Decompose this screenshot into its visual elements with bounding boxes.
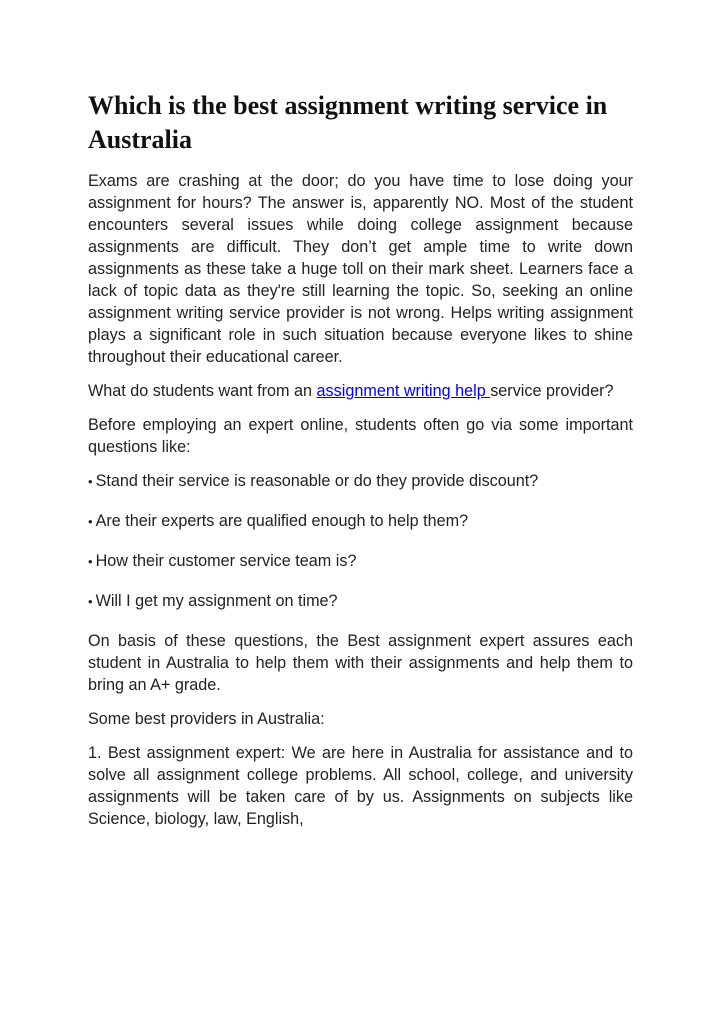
bullet-icon: • bbox=[88, 554, 93, 569]
bullet-icon: • bbox=[88, 514, 93, 529]
bullet-icon: • bbox=[88, 474, 93, 489]
bullet-text: Are their experts are qualified enough to help them? bbox=[95, 512, 469, 530]
bullet-item bbox=[88, 510, 633, 533]
page-title: Which is the best assignment writing service in Australia bbox=[88, 91, 608, 154]
bullet-icon: • bbox=[88, 594, 93, 609]
before-employing-paragraph: Before employing an expert online, students often go via some important questions like: bbox=[88, 416, 633, 456]
bullet-text: Will I get my assignment on time? bbox=[95, 592, 338, 610]
bullet-item bbox=[88, 590, 633, 613]
document-body bbox=[88, 89, 633, 842]
question-text-after: service provider? bbox=[490, 382, 614, 400]
provider-1-paragraph: 1. Best assignment expert: We are here in Australia for assistance and to solve all assignment college problems. All school, college, and university assignments will be taken care of by us. Assignments on subjects like Science, biology, law, English, bbox=[88, 744, 633, 828]
bullet-text: Stand their service is reasonable or do they provide discount? bbox=[95, 472, 539, 490]
question-paragraph bbox=[88, 380, 633, 402]
bullet-text: How their customer service team is? bbox=[95, 552, 357, 570]
assignment-writing-help-link[interactable]: assignment writing help bbox=[316, 382, 491, 400]
providers-heading: Some best providers in Australia: bbox=[88, 710, 325, 728]
intro-paragraph: Exams are crashing at the door; do you have time to lose doing your assignment for hours? The answer is, apparently NO. Most of the student encounters several issues while doing college assignment because assignments are difficult. They don’t get ample time to write down assignments as these take a huge toll on their mark sheet. Learners face a lack of topic data as they're still learning the topic. So, seeking an online assignment writing service provider is not wrong. Helps writing assignment plays a significant role in such situation because everyone likes to shine throughout their educational career. bbox=[88, 172, 633, 366]
question-text-before: What do students want from an bbox=[88, 382, 317, 400]
bullet-item bbox=[88, 470, 633, 493]
basis-paragraph: On basis of these questions, the Best assignment expert assures each student in Australia to help them with their assignments and help them to bring an A+ grade. bbox=[88, 632, 633, 694]
bullet-item bbox=[88, 550, 633, 573]
